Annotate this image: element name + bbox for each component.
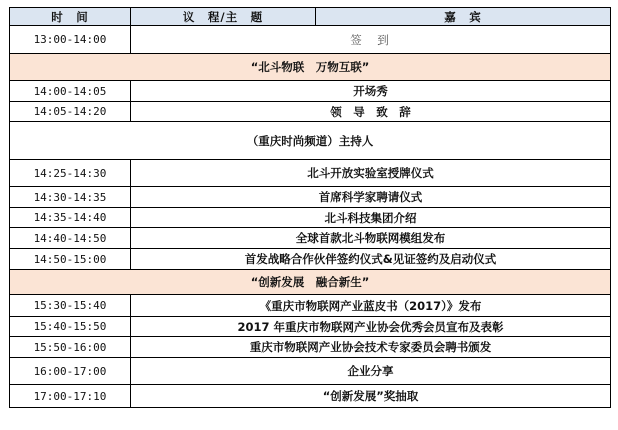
agenda-item: 企业分享 bbox=[131, 358, 611, 385]
agenda-item: 首席科学家聘请仪式 bbox=[131, 187, 611, 208]
agenda-item: 《重庆市物联网产业蓝皮书（2017）》发布 bbox=[131, 295, 611, 317]
agenda-item: 重庆市物联网产业协会技术专家委员会聘书颁发 bbox=[131, 337, 611, 358]
agenda-row bbox=[10, 187, 611, 208]
agenda-time: 14:00-14:05 bbox=[10, 81, 131, 102]
agenda-time: 14:40-14:50 bbox=[10, 228, 131, 249]
agenda-time: 14:25-14:30 bbox=[10, 160, 131, 187]
agenda-item: 领 导 致 辞 bbox=[131, 102, 611, 122]
section-title: “北斗物联 万物互联” bbox=[10, 54, 611, 81]
agenda-row bbox=[10, 228, 611, 249]
agenda-time: 15:30-15:40 bbox=[10, 295, 131, 317]
agenda-row bbox=[10, 358, 611, 385]
agenda-row bbox=[10, 160, 611, 187]
header-time: 时 间 bbox=[10, 8, 131, 26]
host-text: （重庆时尚频道）主持人 bbox=[10, 122, 611, 160]
agenda-time: 13:00-14:00 bbox=[10, 26, 131, 54]
section-title: “创新发展 融合新生” bbox=[10, 270, 611, 295]
section-row bbox=[10, 54, 611, 81]
agenda-item: “创新发展”奖抽取 bbox=[131, 385, 611, 408]
agenda-item: 全球首款北斗物联网模组发布 bbox=[131, 228, 611, 249]
header-row bbox=[10, 8, 611, 26]
agenda-row bbox=[10, 208, 611, 228]
agenda-time: 15:40-15:50 bbox=[10, 317, 131, 337]
agenda-row bbox=[10, 26, 611, 54]
agenda-row bbox=[10, 102, 611, 122]
agenda-row bbox=[10, 385, 611, 408]
agenda-row bbox=[10, 81, 611, 102]
agenda-time: 17:00-17:10 bbox=[10, 385, 131, 408]
agenda-time: 14:35-14:40 bbox=[10, 208, 131, 228]
agenda-time: 14:05-14:20 bbox=[10, 102, 131, 122]
header-topic: 议 程/主 题 bbox=[131, 8, 316, 26]
agenda-row bbox=[10, 337, 611, 358]
agenda-item: 北斗开放实验室授牌仪式 bbox=[131, 160, 611, 187]
agenda-time: 14:50-15:00 bbox=[10, 249, 131, 270]
agenda-time: 14:30-14:35 bbox=[10, 187, 131, 208]
agenda-item: 首发战略合作伙伴签约仪式&见证签约及启动仪式 bbox=[131, 249, 611, 270]
agenda-item: 2017 年重庆市物联网产业协会优秀会员宣布及表彰 bbox=[131, 317, 611, 337]
header-guest: 嘉 宾 bbox=[316, 8, 611, 26]
agenda-row bbox=[10, 295, 611, 317]
host-row bbox=[10, 122, 611, 160]
agenda-item: 北斗科技集团介绍 bbox=[131, 208, 611, 228]
agenda-time: 16:00-17:00 bbox=[10, 358, 131, 385]
agenda-item: 签 到 bbox=[131, 26, 611, 54]
section-row bbox=[10, 270, 611, 295]
agenda-time: 15:50-16:00 bbox=[10, 337, 131, 358]
agenda-table bbox=[9, 7, 611, 408]
agenda-row bbox=[10, 249, 611, 270]
agenda-row bbox=[10, 317, 611, 337]
agenda-item: 开场秀 bbox=[131, 81, 611, 102]
